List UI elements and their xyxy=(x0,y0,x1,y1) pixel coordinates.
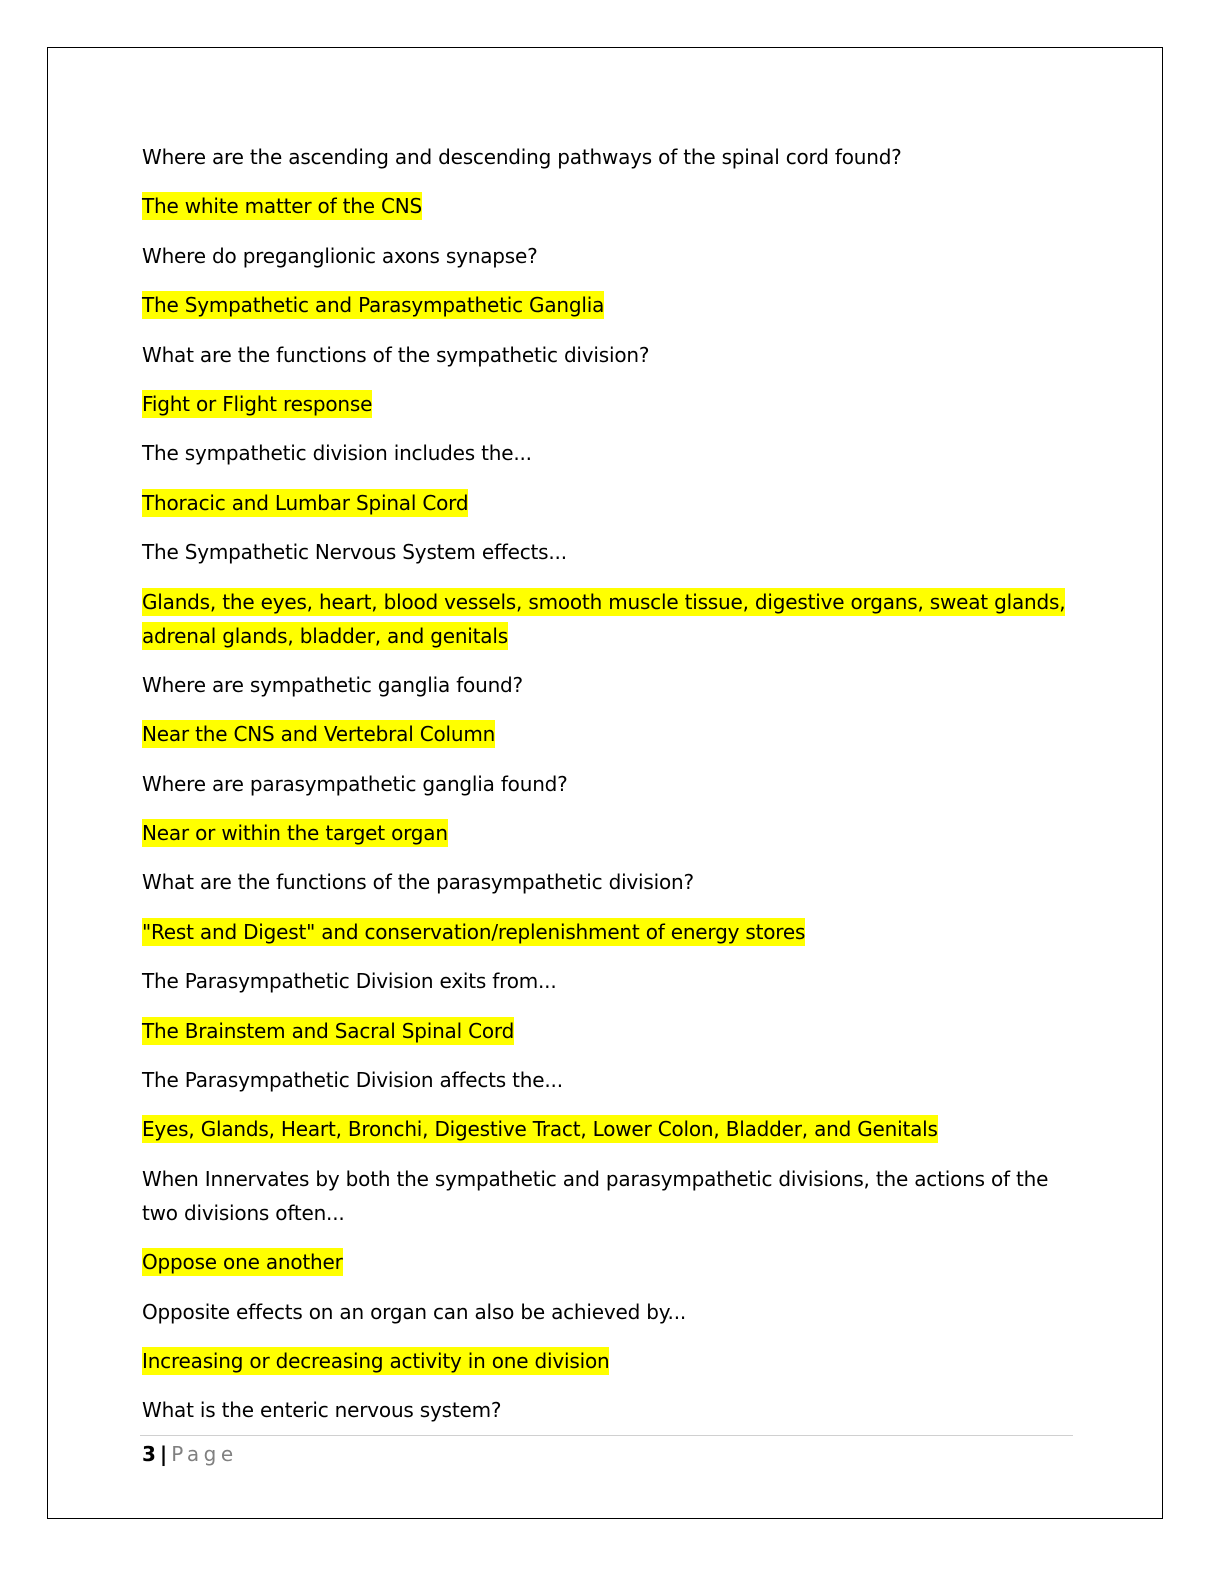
highlighted-answer-text: Oppose one another xyxy=(142,1250,343,1275)
question-3: What are the functions of the sympathetic division? xyxy=(142,342,650,367)
highlighted-answer-text: Near the CNS and Vertebral Column xyxy=(142,722,496,747)
question-8: What are the functions of the parasympathetic division? xyxy=(142,870,694,895)
question-4: The sympathetic division includes the... xyxy=(142,441,532,466)
question-7: Where are parasympathetic ganglia found? xyxy=(142,771,568,796)
answer-7 xyxy=(142,816,1077,850)
answer-10 xyxy=(142,1112,1077,1146)
highlighted-answer-text: Near or within the target organ xyxy=(142,821,448,846)
highlighted-answer-text: Thoracic and Lumbar Spinal Cord xyxy=(142,490,469,515)
footer-divider xyxy=(140,1435,1073,1436)
page-label: Page xyxy=(171,1442,238,1466)
answer-9 xyxy=(142,1014,1077,1048)
answer-8 xyxy=(142,915,1077,949)
answer-12 xyxy=(142,1344,1077,1378)
answer-1 xyxy=(142,189,1077,223)
answer-4 xyxy=(142,486,1077,520)
answer-3 xyxy=(142,387,1077,421)
question-9: The Parasympathetic Division exits from... xyxy=(142,969,557,994)
answer-11 xyxy=(142,1245,1077,1279)
answer-6 xyxy=(142,717,1077,751)
footer-separator: | xyxy=(159,1442,168,1466)
question-2: Where do preganglionic axons synapse? xyxy=(142,243,538,268)
question-13: What is the enteric nervous system? xyxy=(142,1398,502,1423)
highlighted-answer-text: Glands, the eyes, heart, blood vessels, smooth muscle tissue, digestive organs, sweat glands, adrenal glands, bladder, and genitals xyxy=(142,589,1066,648)
document-body xyxy=(142,140,1077,1443)
highlighted-answer-text: The white matter of the CNS xyxy=(142,194,422,219)
highlighted-answer-text: Increasing or decreasing activity in one division xyxy=(142,1348,610,1373)
page-number: 3 xyxy=(142,1442,156,1466)
highlighted-answer-text: Eyes, Glands, Heart, Bronchi, Digestive Tract, Lower Colon, Bladder, and Genitals xyxy=(142,1117,938,1142)
question-6: Where are sympathetic ganglia found? xyxy=(142,672,523,697)
highlighted-answer-text: "Rest and Digest" and conservation/replenishment of energy stores xyxy=(142,919,806,944)
highlighted-answer-text: The Sympathetic and Parasympathetic Ganglia xyxy=(142,293,605,318)
page-footer xyxy=(142,1440,238,1468)
answer-5 xyxy=(142,585,1077,653)
highlighted-answer-text: Fight or Flight response xyxy=(142,391,373,416)
highlighted-answer-text: The Brainstem and Sacral Spinal Cord xyxy=(142,1018,515,1043)
answer-2 xyxy=(142,288,1077,322)
question-11: When Innervates by both the sympathetic and parasympathetic divisions, the actions of the two divisions often... xyxy=(142,1166,1049,1225)
question-12: Opposite effects on an organ can also be achieved by... xyxy=(142,1299,687,1324)
question-5: The Sympathetic Nervous System effects... xyxy=(142,540,567,565)
question-1: Where are the ascending and descending pathways of the spinal cord found? xyxy=(142,145,902,169)
question-10: The Parasympathetic Division affects the... xyxy=(142,1068,563,1093)
